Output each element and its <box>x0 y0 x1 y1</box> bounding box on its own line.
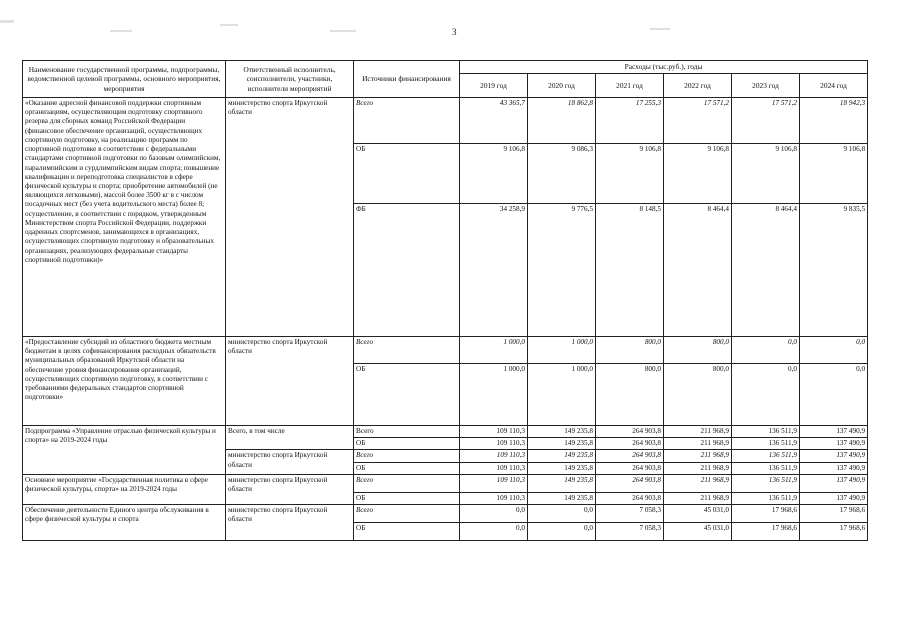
value-cell: 109 110,3 <box>460 450 528 462</box>
scan-noise <box>650 28 670 30</box>
source-cell: ОБ <box>354 523 460 541</box>
table-body <box>23 98 868 541</box>
source-cell: Всего <box>354 98 460 144</box>
value-cell: 137 490,9 <box>800 450 868 462</box>
value-cell: 800,0 <box>596 364 664 426</box>
value-cell: 136 511,9 <box>732 450 800 462</box>
value-cell: 211 968,9 <box>664 474 732 492</box>
value-cell: 211 968,9 <box>664 426 732 438</box>
value-cell: 1 000,0 <box>528 337 596 364</box>
value-cell: 136 511,9 <box>732 438 800 450</box>
expenses-table <box>22 60 868 541</box>
value-cell: 0,0 <box>460 505 528 523</box>
year-header: 2020 год <box>528 74 596 98</box>
value-cell: 137 490,9 <box>800 492 868 504</box>
program-name-cell: «Предоставление субсидий из областного бюджета местным бюджетам в целях софинансирования расходных обязательств муниципальных образований Иркутской области на обеспечение уровня финансирования организаций, осуществляющих спортивную подготовку, в соответствии с требованиями федеральных стандартов спортивной подготовки» <box>23 337 226 426</box>
value-cell: 34 258,9 <box>460 204 528 337</box>
year-header: 2022 год <box>664 74 732 98</box>
scan-noise <box>330 30 356 32</box>
program-name-cell: «Оказание адресной финансовой поддержки спортивным организациям, осуществляющим подготовку спортивного резерва для сборных команд Российской Федерации (финансовое обеспечение организаций, осуществляющих спортивную подготовку, на реализацию программ по спортивной подготовке в соответствии с федеральными стандартами спортивной подготовки по базовым олимпийским, паралимпийским и сурдлимпийским видам спорта; повышение квалификации и переподготовка специалистов в сфере физической культуры и спорта; приобретение автомобилей (не являющихся легковыми), массой более 3500 кг в с числом посадочных мест (без учета водительского места) более 8; осуществление, в соответствии с порядком, утвержденным Министерством спорта Российской Федерации, поддержки одаренных спортсменов, занимающихся в организациях, осуществляющих спортивную подготовку и образовательных организациях, реализующих федеральные стандарты спортивной подготовки)» <box>23 98 226 337</box>
value-cell: 264 903,8 <box>596 438 664 450</box>
table-header <box>23 61 868 98</box>
program-name-cell: Обеспечение деятельности Единого центра обслуживания в сфере физической культуры и спорта <box>23 505 226 541</box>
value-cell: 45 031,0 <box>664 505 732 523</box>
value-cell: 9 106,8 <box>732 144 800 204</box>
value-cell: 8 464,4 <box>732 204 800 337</box>
scan-noise <box>220 24 238 26</box>
table-row <box>23 98 868 144</box>
value-cell: 109 110,3 <box>460 462 528 474</box>
value-cell: 9 106,8 <box>664 144 732 204</box>
value-cell: 17 255,3 <box>596 98 664 144</box>
value-cell: 137 490,9 <box>800 474 868 492</box>
value-cell: 0,0 <box>528 505 596 523</box>
value-cell: 0,0 <box>460 523 528 541</box>
value-cell: 109 110,3 <box>460 492 528 504</box>
source-cell: ОБ <box>354 438 460 450</box>
value-cell: 9 776,5 <box>528 204 596 337</box>
value-cell: 211 968,9 <box>664 438 732 450</box>
value-cell: 0,0 <box>800 337 868 364</box>
value-cell: 800,0 <box>664 364 732 426</box>
value-cell: 136 511,9 <box>732 426 800 438</box>
value-cell: 8 148,5 <box>596 204 664 337</box>
value-cell: 800,0 <box>664 337 732 364</box>
table-row <box>23 426 868 438</box>
table-row <box>23 474 868 492</box>
value-cell: 137 490,9 <box>800 426 868 438</box>
executor-cell: министерство спорта Иркутской области <box>226 98 354 337</box>
value-cell: 1 000,0 <box>460 337 528 364</box>
executor-cell: министерство спорта Иркутской области <box>226 450 354 474</box>
col-program-header: Наименование государственной программы, подпрограммы, ведомственной целевой программы, основного мероприятия, мероприятия <box>23 61 226 98</box>
table-row <box>23 337 868 364</box>
value-cell: 0,0 <box>528 523 596 541</box>
value-cell: 149 235,8 <box>528 492 596 504</box>
value-cell: 17 968,6 <box>800 523 868 541</box>
value-cell: 0,0 <box>800 364 868 426</box>
col-source-header: Источники финансирования <box>354 61 460 98</box>
year-header: 2023 год <box>732 74 800 98</box>
executor-cell: Всего, в том числе <box>226 426 354 450</box>
value-cell: 45 031,0 <box>664 523 732 541</box>
value-cell: 137 490,9 <box>800 438 868 450</box>
source-cell: ОБ <box>354 144 460 204</box>
source-cell: ОБ <box>354 462 460 474</box>
value-cell: 264 903,8 <box>596 474 664 492</box>
value-cell: 9 835,5 <box>800 204 868 337</box>
value-cell: 264 903,8 <box>596 426 664 438</box>
year-header: 2019 год <box>460 74 528 98</box>
year-header: 2021 год <box>596 74 664 98</box>
value-cell: 109 110,3 <box>460 438 528 450</box>
value-cell: 18 862,8 <box>528 98 596 144</box>
value-cell: 136 511,9 <box>732 474 800 492</box>
value-cell: 18 942,3 <box>800 98 868 144</box>
value-cell: 1 000,0 <box>528 364 596 426</box>
executor-cell: министерство спорта Иркутской области <box>226 337 354 426</box>
value-cell: 149 235,8 <box>528 474 596 492</box>
source-cell: ОБ <box>354 492 460 504</box>
source-cell: Всего <box>354 505 460 523</box>
value-cell: 0,0 <box>732 364 800 426</box>
scan-noise <box>110 30 132 32</box>
table-row <box>23 505 868 523</box>
source-cell: ФБ <box>354 204 460 337</box>
value-cell: 149 235,8 <box>528 426 596 438</box>
value-cell: 211 968,9 <box>664 492 732 504</box>
value-cell: 7 058,3 <box>596 523 664 541</box>
value-cell: 149 235,8 <box>528 450 596 462</box>
program-name-cell: Основное мероприятие «Государственная политика в сфере физической культуры, спорта» на 2019-2024 годы <box>23 474 226 504</box>
value-cell: 8 464,4 <box>664 204 732 337</box>
value-cell: 43 365,7 <box>460 98 528 144</box>
value-cell: 0,0 <box>732 337 800 364</box>
value-cell: 211 968,9 <box>664 462 732 474</box>
source-cell: Всего <box>354 474 460 492</box>
value-cell: 1 000,0 <box>460 364 528 426</box>
executor-cell: министерство спорта Иркутской области <box>226 474 354 504</box>
value-cell: 9 086,3 <box>528 144 596 204</box>
value-cell: 136 511,9 <box>732 462 800 474</box>
value-cell: 264 903,8 <box>596 450 664 462</box>
scan-noise <box>0 20 14 23</box>
value-cell: 800,0 <box>596 337 664 364</box>
value-cell: 149 235,8 <box>528 462 596 474</box>
value-cell: 17 968,6 <box>732 523 800 541</box>
subprogram-name-cell: Подпрограмма «Управление отраслью физической культуры и спорта» на 2019-2024 годы <box>23 426 226 475</box>
value-cell: 9 106,8 <box>460 144 528 204</box>
value-cell: 109 110,3 <box>460 474 528 492</box>
value-cell: 17 571,2 <box>664 98 732 144</box>
value-cell: 109 110,3 <box>460 426 528 438</box>
value-cell: 149 235,8 <box>528 438 596 450</box>
value-cell: 7 058,3 <box>596 505 664 523</box>
col-executor-header: Ответственный исполнитель, соисполнители, участники, исполнители мероприятий <box>226 61 354 98</box>
source-cell: Всего <box>354 450 460 462</box>
source-cell: Всего <box>354 426 460 438</box>
value-cell: 9 106,8 <box>800 144 868 204</box>
value-cell: 136 511,9 <box>732 492 800 504</box>
col-expenses-header: Расходы (тыс.руб.), годы <box>460 61 868 74</box>
year-header: 2024 год <box>800 74 868 98</box>
value-cell: 264 903,8 <box>596 462 664 474</box>
value-cell: 137 490,9 <box>800 462 868 474</box>
value-cell: 17 571,2 <box>732 98 800 144</box>
value-cell: 17 968,6 <box>800 505 868 523</box>
page-number: 3 <box>452 27 457 37</box>
source-cell: ОБ <box>354 364 460 426</box>
executor-cell: министерство спорта Иркутской области <box>226 505 354 541</box>
value-cell: 17 968,6 <box>732 505 800 523</box>
value-cell: 264 903,8 <box>596 492 664 504</box>
value-cell: 211 968,9 <box>664 450 732 462</box>
value-cell: 9 106,8 <box>596 144 664 204</box>
source-cell: Всего <box>354 337 460 364</box>
